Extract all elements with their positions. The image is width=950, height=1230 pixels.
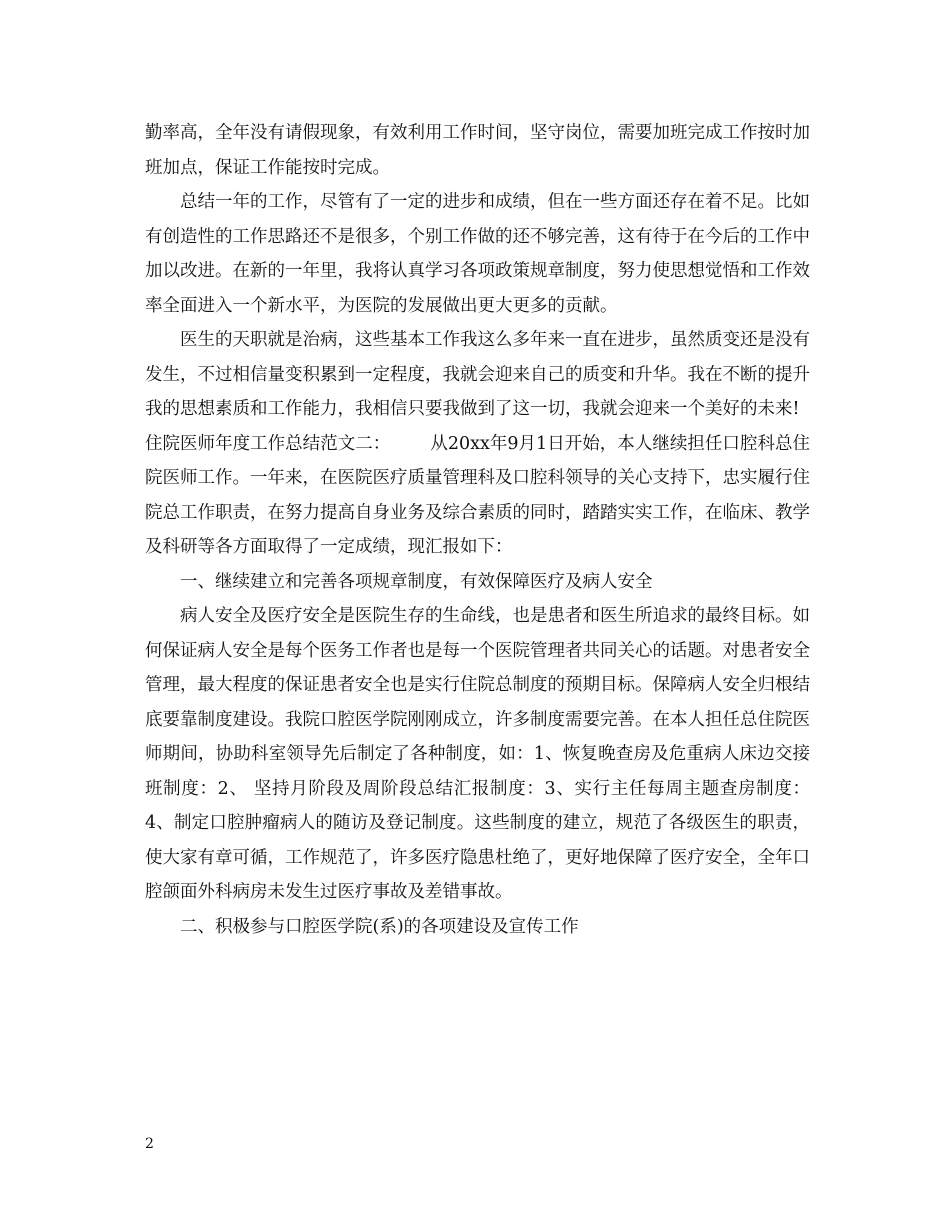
paragraph-section-two [145,427,810,565]
page-number: 2 [145,1136,154,1152]
heading-item-one: 一、继续建立和完善各项规章制度，有效保障医疗及病人安全 [180,571,653,592]
heading-item-two: 二、积极参与口腔医学院(系)的各项建设及宣传工作 [180,916,579,937]
section-heading: 住院医师年度工作总结范文二： [145,433,391,454]
paragraph-patient-safety: 病人安全及医疗安全是医院生存的生命线，也是患者和医生所追求的最终目标。如何保证病人安全是每个医务工作者也是每一个医院管理者共同关心的话题。对患者安全管理，最大程度的保证患者安全也是实行住院总制度的预期目标。保障病人安全归根结底要靠制度建设。我院口腔医学院刚刚成立，许多制度需要完善。在本人担任总住院医师期间，协助科室领导先后制定了各种制度，如：1、恢复晚查房及危重病人床边交接班制度：2、 坚持月阶段及周阶段总结汇报制度：3、实行主任每周主题查房制度：4、制定口腔肿瘤病人的随访及登记制度。这些制度的建立，规范了各级医生的职责，使大家有章可循，工作规范了，许多医疗隐患杜绝了，更好地保障了医疗安全，全年口腔颌面外科病房未发生过医疗事故及差错事故。 [145,606,810,902]
paragraph-summary: 总结一年的工作，尽管有了一定的进步和成绩，但在一些方面还存在着不足。比如有创造性的工作思路还不是很多，个别工作做的还不够完善，这有待于在今后的工作中加以改进。在新的一年里，我将认真学习各项政策规章制度，努力使思想觉悟和工作效率全面进入一个新水平，为医院的发展做出更大更多的贡献。 [145,192,810,316]
paragraph-vocation: 医生的天职就是治病，这些基本工作我这么多年来一直在进步，虽然质变还是没有发生，不过相信量变积累到一定程度，我就会迎来自己的质变和升华。我在不断的提升我的思想素质和工作能力，我相信只要我做到了这一切，我就会迎来一个美好的未来! [145,330,810,419]
section-body: 从20xx年9月1日开始，本人继续担任口腔科总住院医师工作。一年来，在医院医疗质量管理科及口腔科领导的关心支持下，忠实履行住院总工作职责，在努力提高自身业务及综合素质的同时，踏踏实实工作，在临床、教学及科研等各方面取得了一定成绩，现汇报如下： [145,433,811,557]
paragraph-attendance: 勤率高，全年没有请假现象，有效利用工作时间，坚守岗位，需要加班完成工作按时加班加点，保证工作能按时完成。 [145,123,810,178]
body-text [145,116,810,944]
